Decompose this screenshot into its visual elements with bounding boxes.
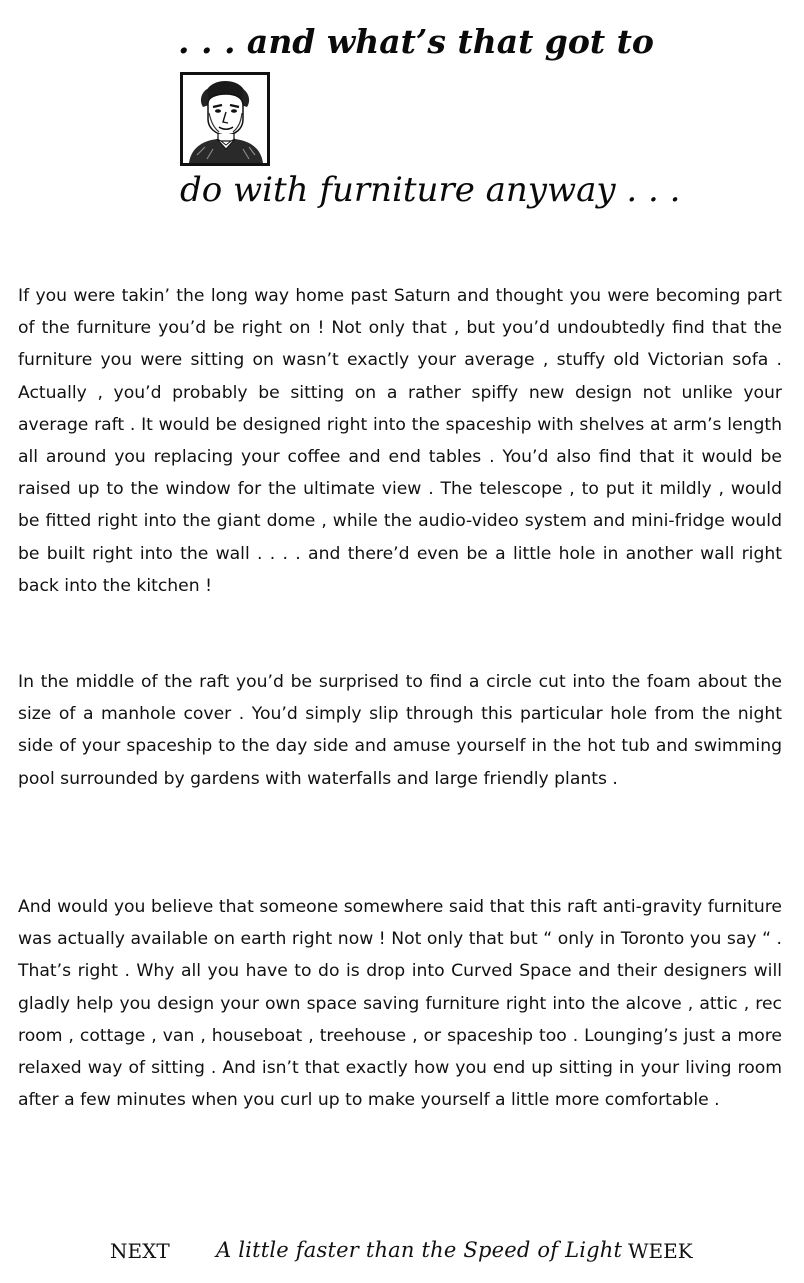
footer-week-label: WEEK xyxy=(628,1239,693,1263)
title-bottom-line: do with furniture anyway . . . xyxy=(180,170,681,210)
article-paragraph-1: If you were takin’ the long way home past Saturn and thought you were becoming part of the furniture you’d be right on ! Not only that , but you’d undoubtedly find that the furniture you were sitting on wasn’t exactly your average , stuffy old Victorian sofa . Actually , you’d probably be sitting on a rather spiffy new design not unlike your average raft . It would be designed right into the spaceship with shelves at arm’s length all around you replacing your coffee and end tables . You’d also find that it would be raised up to the window for the ultimate view . The telescope , to put it mildly , would be fitted right into the giant dome , while the audio-video system and mini-fridge would be built right into the wall . . . . and there’d even be a little hole in another wall right back into the kitchen ! xyxy=(18,286,782,596)
man-portrait-icon xyxy=(180,72,270,166)
article-paragraph-3: And would you believe that someone somewhere said that this raft anti-gravity furniture was actually available on earth right now ! Not only that but “ only in Toronto you say “ . That’s right . Why all you have to do is drop into Curved Space and their designers will gladly help you design your own space saving furniture right into the alcove , attic , rec room , cottage , van , houseboat , treehouse , or spaceship too . Lounging’s just a more relaxed way of sitting . And isn’t that exactly how you end up sitting in your living room after a few minutes when you curl up to make yourself a little more comfortable . xyxy=(18,897,782,1111)
footer-next-label: NEXT xyxy=(110,1239,170,1263)
article-paragraph-2: In the middle of the raft you’d be surprised to find a circle cut into the foam about the size of a manhole cover . You’d simply slip through this particular hole from the night side of your spaceship to the day side and amuse yourself in the hot tub and swimming pool surrounded by gardens with waterfalls and large friendly plants . xyxy=(18,672,782,789)
footer-tagline: A little faster than the Speed of Light xyxy=(216,1238,623,1262)
title-top-line: . . . and what’s that got to xyxy=(178,22,654,61)
footer-teaser xyxy=(0,1236,804,1270)
